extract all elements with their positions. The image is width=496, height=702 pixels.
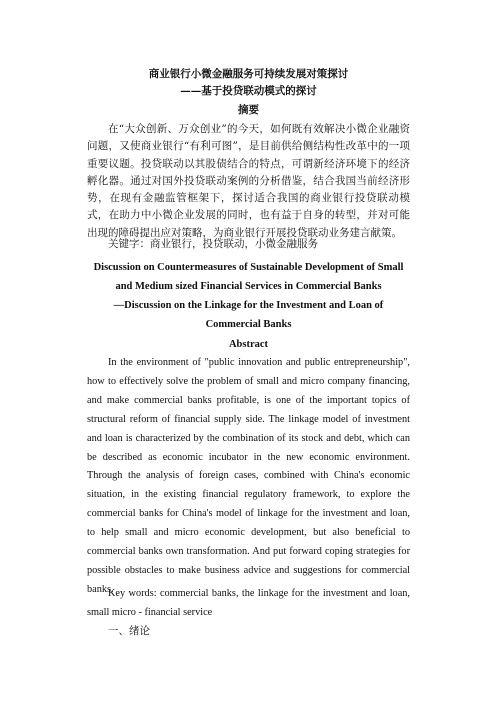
english-keywords: Key words: commercial banks, the linkage for the investment and loan, small micro - financial service bbox=[87, 588, 410, 618]
english-abstract-paragraph: In the environment of "public innovation and public entrepreneurship", how to effectively solve the problem of small and micro company financing, and make commercial banks profitable, is one of the important topics of structural reform of financial supply side. The linkage model of investment and loan is characterized by the combination of its stock and debt, which can be described as economic incubator in the new economic environment. Through the analysis of foreign cases, combined with China's economic situation, in the existing financial regulatory framework, to explore the commercial banks for China's model of linkage for the investment and loan, to help small and micro economic development, but also beneficial to commercial banks own transformation. And put forward coping strategies for possible obstacles to make business advice and suggestions for commercial banks. bbox=[87, 357, 410, 595]
english-subtitle: —Discussion on the Linkage for the Investment and Loan of Commercial Banks bbox=[113, 300, 384, 330]
chinese-abstract-heading: 摘要 bbox=[238, 104, 259, 116]
chinese-abstract-paragraph: 在“大众创新、万众创业”的今天，如何既有效解决小微企业融资问题，又使商业银行“有利可图”，是目前供给侧结构性改革中的一项重要议题。投贷联动以其股债结合的特点，可谓新经济环境下的经济孵化器。通过对国外投贷联动案例的分析借鉴，结合我国当前经济形势，在现有金融监管框架下，探讨适合我国的商业银行投贷联动模式，在助力中小微企业发展的同时，也有益于自身的转型，并对可能出现的障碍提出应对策略，为商业银行开展投贷联动业务建言献策。 bbox=[87, 123, 410, 239]
chinese-title: 商业银行小微金融服务可持续发展对策探讨 bbox=[148, 68, 349, 80]
english-title: Discussion on Countermeasures of Sustainable Development of Small and Medium sized Financial Services in Commercial Banks bbox=[93, 262, 404, 292]
chinese-subtitle: ——基于投贷联动模式的探讨 bbox=[180, 85, 317, 97]
section-heading-introduction: 一、绪论 bbox=[108, 625, 150, 637]
chinese-keywords: 关键字：商业银行，投贷联动，小微金融服务 bbox=[108, 238, 318, 250]
english-abstract-heading: Abstract bbox=[228, 339, 269, 350]
